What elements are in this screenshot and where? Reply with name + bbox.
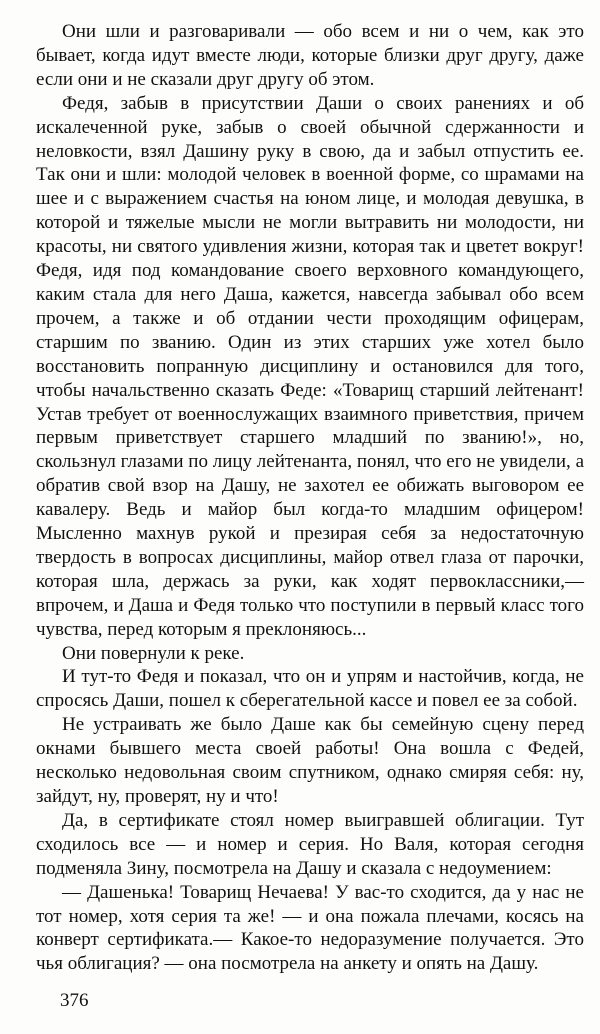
paragraph: И тут-то Федя и показал, что он и упрям и настойчив, когда, не спросясь Даши, пошел к сберегательной кассе и повел ее за собой.	[36, 666, 584, 712]
paragraph: — Дашенька! Товарищ Нечаева! У вас-то сходится, да у нас не тот номер, хотя серия та же! — и она пожала плечами, косясь на конверт сертификата.— Какое-то недоразумение получается. Это чья облигация? — она посмотрела на анкету и опять на Дашу.	[36, 881, 584, 975]
body-text	[36, 20, 584, 976]
paragraph: Они повернули к реке.	[62, 642, 245, 664]
paragraph: Они шли и разговаривали — обо всем и ни о чем, как это бывает, когда идут вместе люди, которые близки друг другу, даже если они и не сказали друг другу об этом.	[36, 21, 584, 90]
page-number: 376	[60, 990, 89, 1011]
paragraph: Федя, забыв в присутствии Даши о своих ранениях и об искалеченной руке, забыв о своей обычной сдержанности и неловкости, взял Дашину руку в свою, да и забыл отпустить ее. Так они и шли: молодой человек в военной форме, со шрамами на шее и с выражением счастья на юном лице, и молодая девушка, в которой и тяжелые мысли не могли вытравить ни молодости, ни красоты, ни святого удивления жизни, которая так и цветет вокруг! Федя, идя под командование своего верховного командующего, каким стала для него Даша, кажется, навсегда забывал обо всем прочем, а также и об отдании чести проходящим офицерам, старшим по званию. Один из этих старших уже хотел было восстановить попранную дисциплину и остановился для того, чтобы начальственно сказать Феде: «Товарищ старший лейтенант! Устав требует от военнослужащих взаимного приветствия, причем первым приветствует старшего младший по званию!», но, скользнул глазами по лицу лейтенанта, понял, что его не увидели, а обратив свой взор на Дашу, не захотел ее обижать выговором ее кавалеру. Ведь и майор был когда-то младшим офицером! Мысленно махнув рукой и презирая себя за недостаточную твердость в вопросах дисциплины, майор отвел глаза от парочки, которая шла, держась за руки, как ходят первоклассники,— впрочем, и Даша и Федя только что поступили в первый класс того чувства, перед которым я преклоняюсь...	[36, 92, 584, 640]
paragraph: Не устраивать же было Даше как бы семейную сцену перед окнами бывшего места своей работы! Она вошла с Федей, несколько недовольная своим спутником, однако смиряя себя: ну, зайдут, ну, проверят, ну и что!	[36, 714, 584, 807]
paragraph: Да, в сертификате стоял номер выигравшей облигации. Тут сходилось все — и номер и серия. Но Валя, которая сегодня подменяла Зину, посмотрела на Дашу и сказала с недоумением:	[36, 809, 584, 879]
